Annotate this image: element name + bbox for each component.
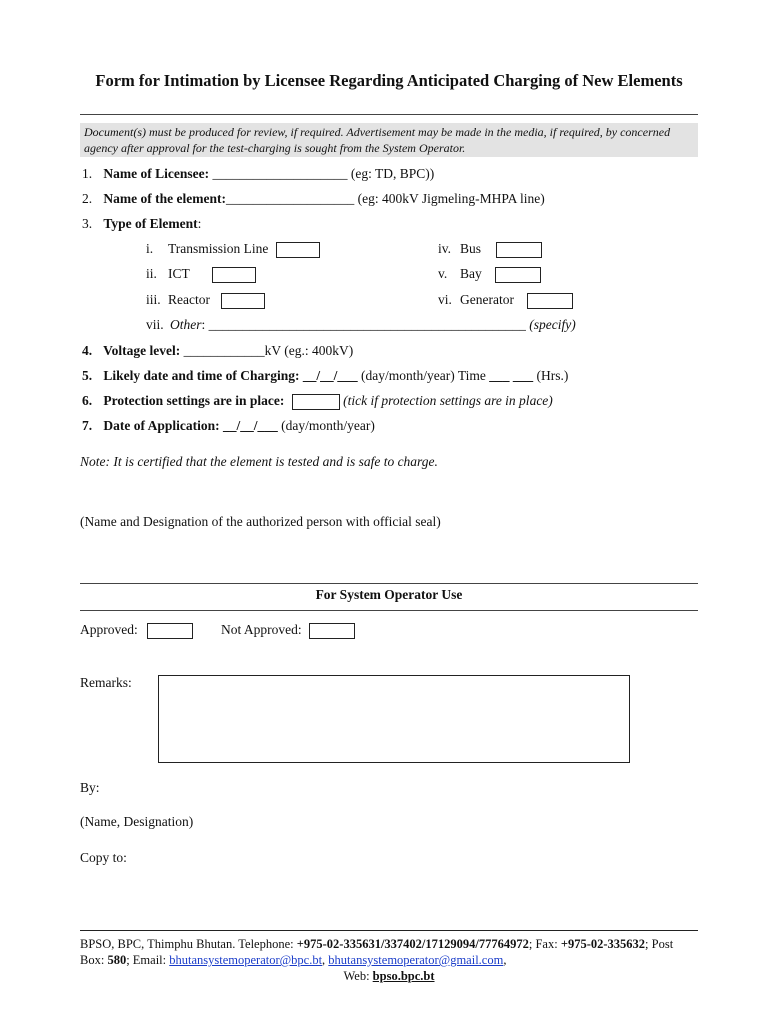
element-name-input[interactable]: ___________________ <box>225 191 355 206</box>
element-type-label: Type of Element <box>103 216 198 231</box>
approved-checkbox[interactable] <box>147 623 193 639</box>
field-number: 5. <box>82 368 93 383</box>
reactor-checkbox[interactable] <box>221 293 265 309</box>
footer-web-row <box>80 968 698 984</box>
approved-label: Approved: <box>80 622 138 637</box>
name-designation-caption: (Name, Designation) <box>80 814 194 829</box>
option-label: Transmission Line <box>168 241 269 256</box>
type-option-reactor <box>146 292 265 309</box>
element-name-label: Name of the element: <box>103 191 226 206</box>
charging-time-unit: (Hrs.) <box>536 368 569 383</box>
notice-banner: Document(s) must be produced for review, if required. Advertisement may be made in the media, if required, by concerned agency after approval for the test-charging is sought from the System Operator. <box>80 123 698 157</box>
protection-label: Protection settings are in place: <box>103 393 285 408</box>
field-number: 2. <box>82 191 93 206</box>
footer-contact <box>80 936 698 984</box>
voltage-label: Voltage level: <box>103 343 181 358</box>
voltage-example: kV (eg.: 400kV) <box>264 343 354 358</box>
option-label: ICT <box>168 266 190 281</box>
element-type-colon: : <box>197 216 202 231</box>
option-label: Bus <box>460 241 482 256</box>
application-date-input[interactable]: __/__/___ <box>223 418 278 433</box>
option-label: Other <box>170 317 202 332</box>
copy-to-label: Copy to: <box>80 850 127 865</box>
field-voltage-row <box>82 343 353 359</box>
operator-section-heading: For System Operator Use <box>315 587 463 602</box>
option-numeral: iv. <box>438 241 451 256</box>
option-numeral: i. <box>146 241 154 256</box>
not-approved-checkbox[interactable] <box>309 623 355 639</box>
footer-fax: +975-02-335632 <box>560 937 646 951</box>
charging-time-input[interactable]: ___ ___ <box>489 368 534 383</box>
not-approved-row <box>221 622 355 639</box>
transmission-line-checkbox[interactable] <box>276 242 320 258</box>
option-label: Bay <box>460 266 482 281</box>
footer-end: , <box>503 953 507 967</box>
certification-note: Note: It is certified that the element is tested and is safe to charge. <box>80 454 438 469</box>
page-title: Form for Intimation by Licensee Regarding Anticipated Charging of New Elements <box>95 71 683 90</box>
footer-post-label: ; Post Box: <box>80 937 674 967</box>
operator-section-top-rule <box>80 583 698 584</box>
field-protection-row <box>82 393 553 410</box>
not-approved-label: Not Approved: <box>221 622 302 637</box>
field-application-date-row <box>82 418 375 434</box>
option-label: Generator <box>460 292 514 307</box>
protection-checkbox[interactable] <box>292 394 340 410</box>
field-licensee-row <box>82 166 434 182</box>
other-type-input[interactable]: _______________________________________________ <box>208 317 526 332</box>
footer-phone: +975-02-335631/337402/17129094/77764972 <box>296 937 529 951</box>
licensee-label: Name of Licensee: <box>103 166 210 181</box>
field-number: 4. <box>82 343 93 358</box>
licensee-input[interactable]: ____________________ <box>212 166 348 181</box>
field-type-row <box>82 216 201 232</box>
voltage-input[interactable]: ____________ <box>183 343 265 358</box>
bay-checkbox[interactable] <box>495 267 541 283</box>
operator-section-bottom-rule <box>80 610 698 611</box>
application-date-label: Date of Application: <box>103 418 220 433</box>
element-name-example: (eg: 400kV Jigmeling-MHPA line) <box>357 191 545 206</box>
option-label: Reactor <box>168 292 210 307</box>
field-number: 3. <box>82 216 93 231</box>
application-date-format: (day/month/year) <box>281 418 375 433</box>
footer-post-box: 580 <box>107 953 127 967</box>
remarks-label: Remarks: <box>80 675 132 690</box>
footer-email-label: ; Email: <box>126 953 170 967</box>
field-number: 7. <box>82 418 93 433</box>
bus-checkbox[interactable] <box>496 242 542 258</box>
remarks-textarea[interactable] <box>158 675 630 763</box>
licensee-example: (eg: TD, BPC)) <box>350 166 435 181</box>
option-numeral: v. <box>438 266 448 281</box>
field-number: 6. <box>82 393 93 408</box>
by-label: By: <box>80 780 100 795</box>
option-numeral: vi. <box>438 292 452 307</box>
specify-hint: (specify) <box>529 317 576 332</box>
type-option-generator <box>438 292 573 309</box>
protection-hint: (tick if protection settings are in place) <box>343 393 553 408</box>
footer-rule <box>80 930 698 931</box>
type-option-bay <box>438 266 541 283</box>
option-numeral: ii. <box>146 266 157 281</box>
footer-fax-label: ; Fax: <box>528 937 561 951</box>
footer-email-link-1[interactable]: bhutansystemoperator@bpc.bt <box>169 953 323 967</box>
field-number: 1. <box>82 166 93 181</box>
field-element-row <box>82 191 545 207</box>
type-option-bus <box>438 241 542 258</box>
footer-org: BPSO, BPC, Thimphu Bhutan. Telephone: <box>80 937 297 951</box>
type-option-other: vii. Other: _______________________________________________ (specify) <box>146 317 576 332</box>
charging-label: Likely date and time of Charging: <box>103 368 300 383</box>
charging-date-format: (day/month/year) Time <box>361 368 486 383</box>
footer-email-link-2[interactable]: bhutansystemoperator@gmail.com <box>328 953 504 967</box>
field-charging-row <box>82 368 568 384</box>
option-numeral: iii. <box>146 292 161 307</box>
option-numeral: vii. <box>146 317 164 332</box>
footer-separator: , <box>322 953 329 967</box>
footer-web-link[interactable]: bpso.bpc.bt <box>372 969 435 983</box>
generator-checkbox[interactable] <box>527 293 573 309</box>
footer-web-label: Web: <box>343 969 373 983</box>
charging-date-input[interactable]: __/__/___ <box>302 368 358 383</box>
type-option-transmission-line <box>146 241 320 258</box>
type-option-ict <box>146 266 256 283</box>
title-divider <box>80 114 698 115</box>
ict-checkbox[interactable] <box>212 267 256 283</box>
signatory-caption: (Name and Designation of the authorized person with official seal) <box>80 514 441 529</box>
approved-row <box>80 622 193 639</box>
